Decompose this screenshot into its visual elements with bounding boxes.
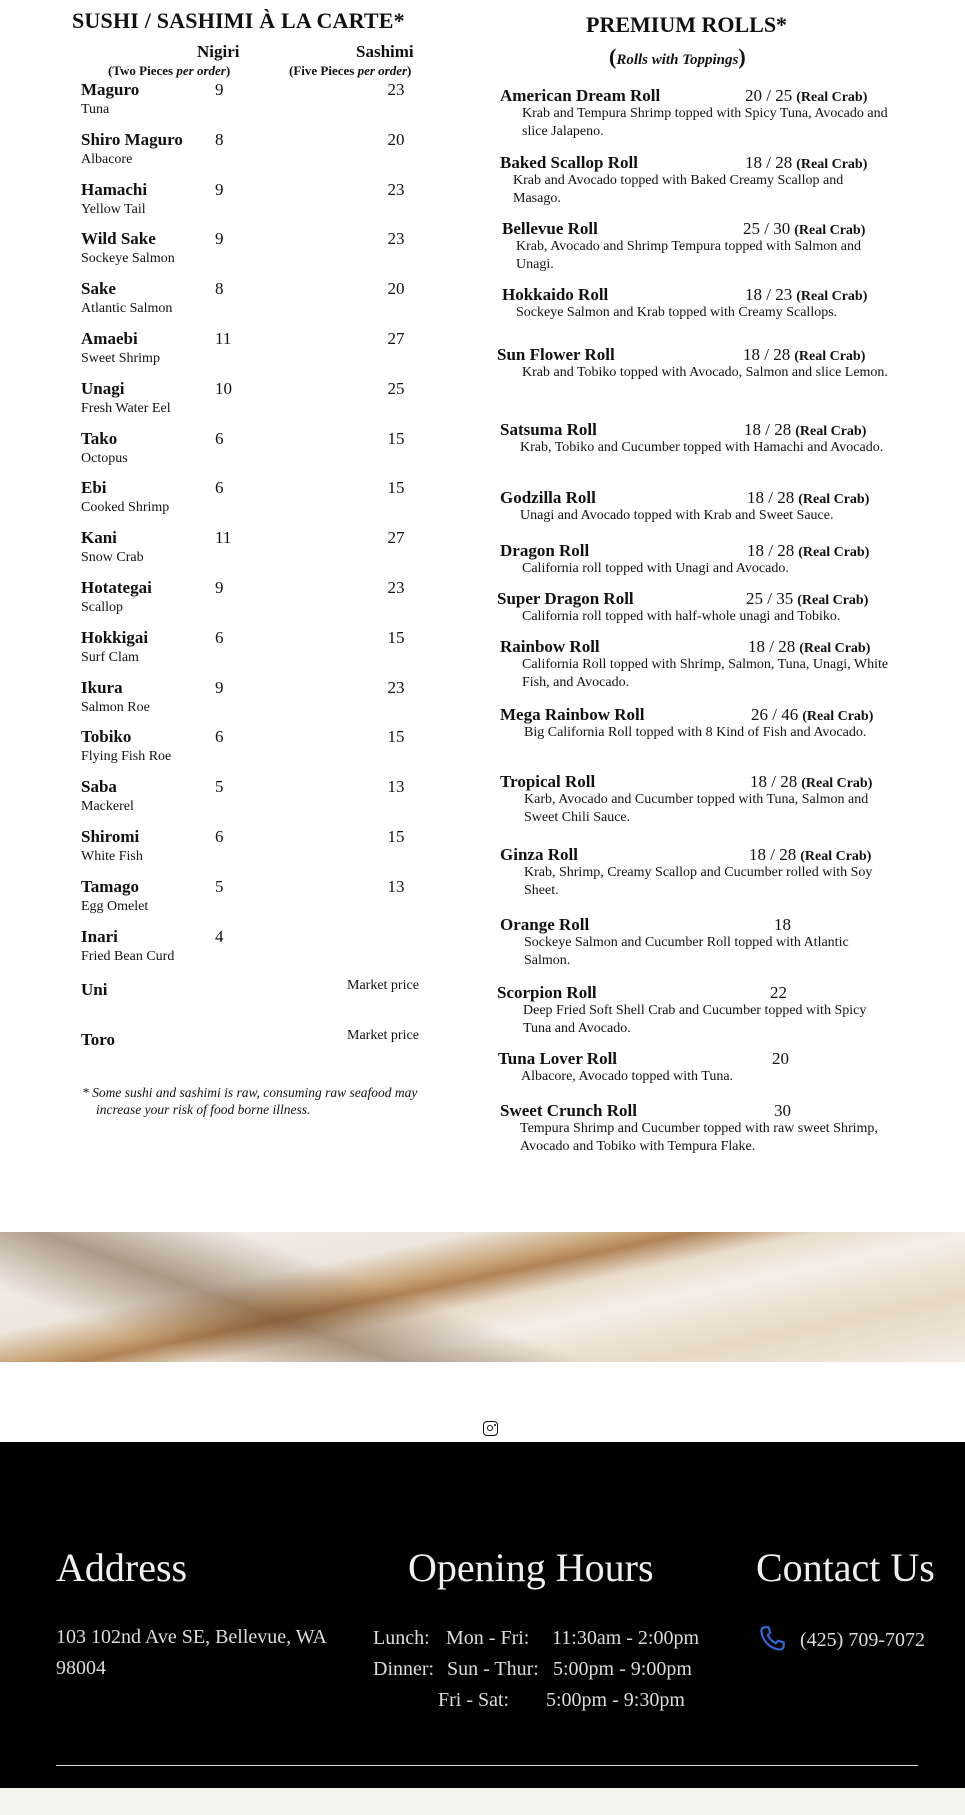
roll-name: Hokkaido Roll (502, 285, 609, 304)
nigiri-price: 6 (215, 478, 224, 498)
roll-description: Karb, Avocado and Cucumber topped with Tuna, Salmon and Sweet Chili Sauce. (524, 792, 869, 825)
nigiri-price: 4 (215, 926, 224, 946)
roll-name: Orange Roll (500, 915, 590, 934)
sashimi-price: 23 (387, 229, 405, 249)
sushi-name: Tako (81, 428, 118, 448)
sushi-title: SUSHI / SASHIMI À LA CARTE* (72, 8, 405, 33)
premium-rolls-subtitle: (Rolls with Toppings) (609, 44, 746, 69)
real-crab-label: (Real Crab) (799, 641, 871, 656)
footer-divider (56, 1765, 918, 1766)
instagram-icon[interactable] (483, 1421, 498, 1436)
market-price: Market price (347, 978, 419, 994)
hours-days: Sun - Thur: (447, 1658, 539, 1680)
sushi-description: Scallop (81, 599, 123, 615)
nigiri-price: 11 (215, 528, 232, 548)
sushi-item (81, 329, 441, 379)
sushi-item (81, 528, 441, 578)
sushi-description: Cooked Shrimp (81, 500, 170, 516)
roll-name: Ginza Roll (500, 845, 578, 864)
sushi-description: Snow Crab (81, 550, 144, 566)
sushi-name: Inari (81, 926, 118, 946)
sushi-item (81, 80, 441, 130)
sushi-item (81, 379, 441, 429)
sushi-name: Hamachi (81, 179, 148, 199)
sushi-description: Fried Bean Curd (81, 948, 175, 964)
roll-price: 18 / 28 (Real Crab) (743, 345, 866, 364)
sushi-item (81, 777, 441, 827)
sushi-list (81, 80, 441, 1076)
sashimi-price: 13 (387, 777, 405, 797)
roll-description: Sockeye Salmon and Krab topped with Creamy Scallops. (516, 305, 838, 320)
sushi-name: Shiromi (81, 826, 140, 846)
sashimi-subheader: (Five Pieces per order) (289, 63, 412, 78)
real-crab-label: (Real Crab) (796, 157, 868, 172)
real-crab-label: (Real Crab) (796, 90, 868, 105)
roll-name: Rainbow Roll (500, 637, 600, 656)
nigiri-price: 8 (215, 129, 224, 149)
bottom-strip (0, 1788, 965, 1815)
sushi-item (81, 180, 441, 230)
nigiri-subheader: (Two Pieces per order) (108, 63, 231, 78)
sushi-name: Ebi (81, 478, 107, 498)
nigiri-price: 9 (215, 577, 224, 597)
sushi-item (81, 827, 441, 877)
hours-time: 5:00pm - 9:00pm (553, 1658, 692, 1680)
roll-description: Krab, Avocado and Shrimp Tempura topped with Salmon and Unagi. (516, 239, 861, 272)
real-crab-label: (Real Crab) (794, 223, 866, 238)
hero-banner-image (0, 1232, 965, 1362)
real-crab-label: (Real Crab) (798, 545, 870, 560)
phone-icon[interactable] (757, 1624, 787, 1654)
roll-price: 18 / 28 (Real Crab) (750, 772, 873, 791)
nigiri-price: 6 (215, 826, 224, 846)
hours-row-weekend: Fri - Sat: (438, 1689, 510, 1711)
sushi-description: Egg Omelet (81, 898, 149, 914)
roll-name: Satsuma Roll (500, 420, 597, 439)
nigiri-header: Nigiri (197, 42, 240, 61)
sushi-name: Maguro (81, 80, 140, 99)
sashimi-price: 23 (387, 677, 405, 697)
sushi-description: Flying Fish Roe (81, 749, 172, 765)
real-crab-label: (Real Crab) (798, 492, 870, 507)
sashimi-price: 20 (387, 279, 405, 299)
sushi-name: Wild Sake (81, 229, 156, 249)
sashimi-price: 15 (387, 627, 405, 647)
opening-hours-heading: Opening Hours (408, 1545, 654, 1590)
sushi-item (81, 578, 441, 628)
sushi-description: Tuna (81, 102, 110, 117)
sushi-item (81, 429, 441, 479)
sushi-item-market (81, 976, 441, 1026)
roll-description: Krab and Tempura Shrimp topped with Spicy Tuna, Avocado and slice Jalapeno. (522, 106, 888, 139)
roll-price: 30 (774, 1101, 791, 1120)
sashimi-price: 23 (387, 80, 405, 99)
roll-name: Dragon Roll (500, 541, 590, 560)
hours-days: Mon - Fri: (446, 1627, 530, 1649)
roll-name: Baked Scallop Roll (500, 153, 638, 172)
sashimi-price: 27 (387, 328, 405, 348)
roll-name: Sweet Crunch Roll (500, 1101, 637, 1120)
roll-description: Unagi and Avocado topped with Krab and Sweet Sauce. (520, 508, 834, 523)
sushi-item (81, 877, 441, 927)
roll-price: 20 (772, 1049, 789, 1068)
real-crab-label: (Real Crab) (796, 289, 868, 304)
roll-price: 18 / 28 (Real Crab) (749, 845, 872, 864)
sushi-description: Octopus (81, 450, 128, 466)
address-heading: Address (56, 1545, 188, 1590)
nigiri-price: 9 (215, 179, 224, 199)
nigiri-price: 6 (215, 727, 224, 747)
hours-row-dinner: Dinner: (373, 1658, 435, 1680)
real-crab-label: (Real Crab) (800, 849, 872, 864)
sushi-name: Tamago (81, 876, 139, 896)
sushi-item (81, 229, 441, 279)
sashimi-price: 23 (387, 577, 405, 597)
footer (0, 1442, 965, 1788)
hours-time: 11:30am - 2:00pm (552, 1627, 700, 1649)
real-crab-label: (Real Crab) (801, 776, 873, 791)
roll-description: Krab and Tobiko topped with Avocado, Salmon and slice Lemon. (522, 365, 888, 380)
roll-price: 25 / 35 (Real Crab) (746, 589, 869, 608)
roll-price: 18 (774, 915, 791, 934)
nigiri-price: 5 (215, 777, 224, 797)
sushi-item (81, 279, 441, 329)
roll-price: 26 / 46 (Real Crab) (751, 705, 874, 724)
sushi-item-market (81, 1026, 441, 1076)
nigiri-price: 10 (215, 378, 232, 398)
sushi-name: Sake (81, 279, 116, 299)
roll-name: Mega Rainbow Roll (500, 705, 645, 724)
roll-price: 18 / 28 (Real Crab) (748, 637, 871, 656)
sushi-name: Shiro Maguro (81, 129, 183, 149)
roll-price: 22 (770, 983, 787, 1002)
sushi-description: Atlantic Salmon (81, 301, 173, 317)
roll-description: Albacore, Avocado topped with Tuna. (521, 1069, 734, 1084)
roll-name: Sun Flower Roll (497, 345, 615, 364)
roll-name: Super Dragon Roll (497, 589, 634, 608)
roll-price: 18 / 28 (Real Crab) (744, 420, 867, 439)
premium-rolls-title: PREMIUM ROLLS* (586, 12, 788, 37)
sushi-description: Fresh Water Eel (81, 400, 171, 416)
roll-description: California roll topped with half-whole unagi and Tobiko. (522, 609, 841, 624)
sushi-item (81, 130, 441, 180)
sushi-name: Unagi (81, 378, 125, 398)
roll-description: Krab, Tobiko and Cucumber topped with Hamachi and Avocado. (520, 440, 884, 455)
roll-price: 20 / 25 (Real Crab) (745, 86, 868, 105)
roll-description: Krab and Avocado topped with Baked Creamy Scallop and Masago. (513, 173, 844, 206)
nigiri-price: 5 (215, 876, 224, 896)
sushi-description: Sweet Shrimp (81, 350, 160, 366)
sushi-item (81, 727, 441, 777)
roll-description: California roll topped with Unagi and Avocado. (522, 561, 789, 576)
roll-price: 18 / 28 (Real Crab) (745, 153, 868, 172)
sashimi-price: 23 (387, 179, 405, 199)
sushi-name: Ikura (81, 677, 123, 697)
nigiri-price: 11 (215, 328, 232, 348)
sushi-description: Sockeye Salmon (81, 251, 175, 267)
roll-description: Krab, Shrimp, Creamy Scallop and Cucumber rolled with Soy Sheet. (524, 865, 873, 898)
roll-name: American Dream Roll (500, 86, 661, 105)
roll-name: Bellevue Roll (502, 219, 598, 238)
address-text: 103 102nd Ave SE, Bellevue, WA 98004 (56, 1626, 327, 1679)
real-crab-label: (Real Crab) (794, 349, 866, 364)
sashimi-price: 13 (387, 876, 405, 896)
roll-description: Tempura Shrimp and Cucumber topped with raw sweet Shrimp, Avocado and Tobiko with Tempura Flake. (520, 1121, 878, 1154)
roll-description: California Roll topped with Shrimp, Salmon, Tuna, Unagi, White Fish, and Avocado. (522, 657, 889, 690)
sushi-name: Kani (81, 528, 117, 548)
sushi-item (81, 927, 441, 977)
roll-price: 18 / 28 (Real Crab) (747, 541, 870, 560)
roll-description: Deep Fried Soft Shell Crab and Cucumber topped with Spicy Tuna and Avocado. (523, 1003, 867, 1036)
roll-price: 18 / 28 (Real Crab) (747, 488, 870, 507)
roll-name: Tropical Roll (500, 772, 596, 791)
sushi-description: White Fish (81, 848, 143, 864)
hours-row-lunch: Lunch: (373, 1627, 430, 1649)
roll-price: 18 / 23 (Real Crab) (745, 285, 868, 304)
sushi-item (81, 628, 441, 678)
sushi-description: Salmon Roe (81, 699, 150, 715)
real-crab-label: (Real Crab) (802, 709, 874, 724)
sushi-name: Hokkigai (81, 627, 149, 647)
roll-price: 25 / 30 (Real Crab) (743, 219, 866, 238)
roll-description: Sockeye Salmon and Cucumber Roll topped with Atlantic Salmon. (524, 935, 849, 968)
phone-number[interactable]: (425) 709-7072 (800, 1629, 925, 1651)
sashimi-price: 15 (387, 727, 405, 747)
sushi-name: Hotategai (81, 577, 152, 597)
sashimi-price: 25 (387, 378, 405, 398)
nigiri-price: 8 (215, 279, 224, 299)
sashimi-price: 15 (387, 826, 405, 846)
nigiri-price: 9 (215, 80, 224, 99)
roll-name: Tuna Lover Roll (498, 1049, 618, 1068)
market-price: Market price (347, 1028, 419, 1044)
real-crab-label: (Real Crab) (797, 593, 869, 608)
sushi-description: Yellow Tail (81, 201, 146, 217)
nigiri-price: 6 (215, 627, 224, 647)
roll-description: Big California Roll topped with 8 Kind of Fish and Avocado. (524, 725, 867, 740)
nigiri-price: 9 (215, 677, 224, 697)
contact-heading: Contact Us (756, 1545, 935, 1590)
sashimi-price: 20 (387, 129, 405, 149)
sushi-description: Surf Clam (81, 649, 139, 665)
raw-seafood-note: * Some sushi and sashimi is raw, consuming raw seafood may increase your risk of food borne illness. (82, 1085, 418, 1117)
sushi-name: Amaebi (81, 328, 138, 348)
sushi-name: Toro (81, 1030, 116, 1050)
sushi-name: Saba (81, 777, 117, 797)
roll-name: Scorpion Roll (497, 983, 597, 1002)
sushi-name: Uni (81, 980, 108, 1000)
nigiri-price: 9 (215, 229, 224, 249)
hours-time: 5:00pm - 9:30pm (546, 1689, 685, 1711)
roll-name: Godzilla Roll (500, 488, 596, 507)
sushi-description: Albacore (81, 151, 133, 167)
sushi-name: Tobiko (81, 727, 132, 747)
real-crab-label: (Real Crab) (795, 424, 867, 439)
sushi-description: Mackerel (81, 799, 134, 815)
sashimi-price: 15 (387, 428, 405, 448)
sushi-item (81, 478, 441, 528)
sashimi-header: Sashimi (356, 42, 414, 61)
sashimi-price: 27 (387, 528, 405, 548)
sashimi-price: 15 (387, 478, 405, 498)
sushi-item (81, 678, 441, 728)
nigiri-price: 6 (215, 428, 224, 448)
